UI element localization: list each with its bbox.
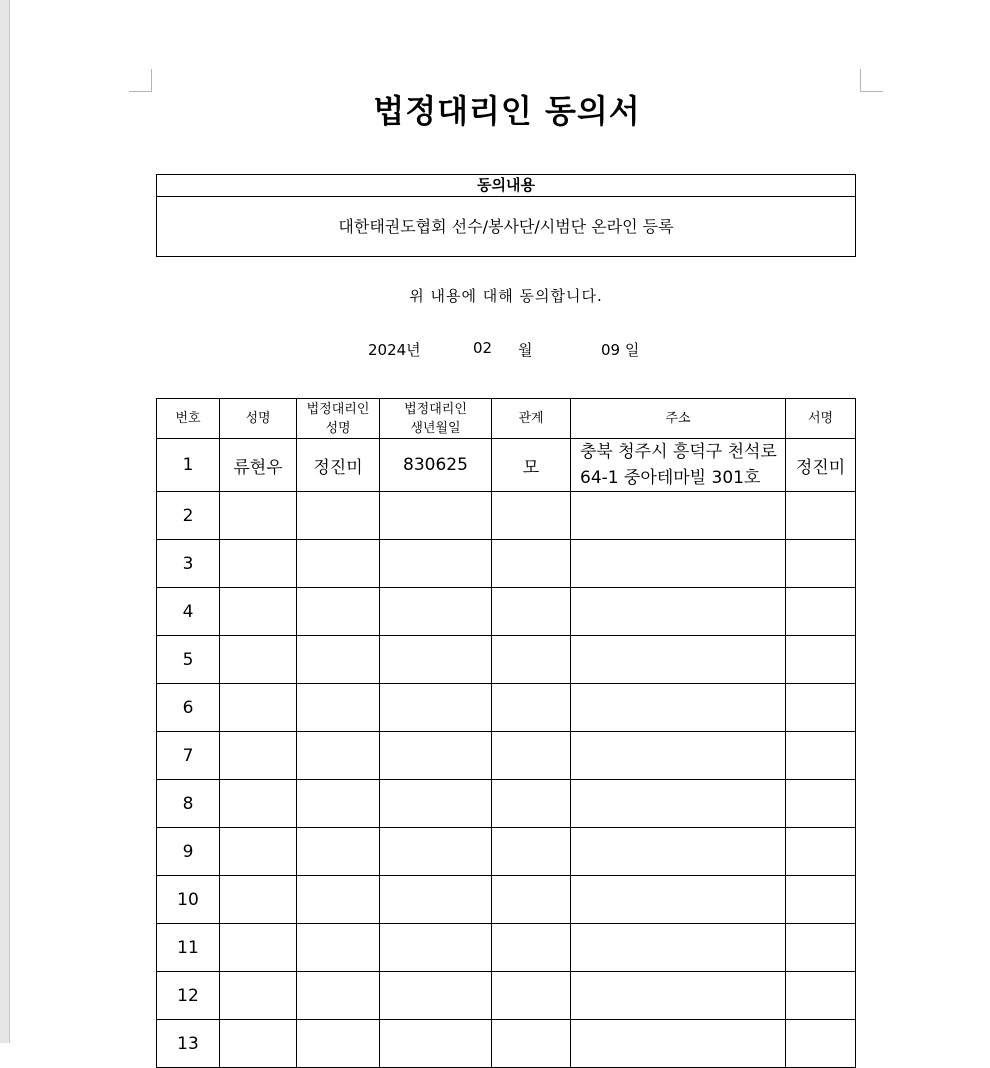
cell-address xyxy=(571,684,786,732)
cell-guardian-name xyxy=(297,588,380,636)
cell-no: 5 xyxy=(157,636,220,684)
consent-box xyxy=(156,174,856,257)
table-header-row xyxy=(157,399,856,439)
cell-no: 2 xyxy=(157,492,220,540)
cell-relation xyxy=(492,684,571,732)
col-header-no: 번호 xyxy=(157,399,220,439)
date-day: 09 일 xyxy=(601,341,640,359)
cell-guardian-name xyxy=(297,972,380,1020)
cell-no: 12 xyxy=(157,972,220,1020)
cell-guardian-birth: 830625 xyxy=(380,439,492,492)
cell-address xyxy=(571,780,786,828)
cell-relation xyxy=(492,972,571,1020)
agree-text: 위 내용에 대해 동의합니다. xyxy=(409,287,603,305)
cell-name xyxy=(220,540,297,588)
cell-no: 10 xyxy=(157,876,220,924)
cell-no: 1 xyxy=(157,439,220,492)
cell-no: 11 xyxy=(157,924,220,972)
col-header-address: 주소 xyxy=(571,399,786,439)
col-header-signature: 서명 xyxy=(786,399,856,439)
table-row xyxy=(157,684,856,732)
col-header-guardian-name-line2: 성명 xyxy=(325,420,351,436)
cell-name xyxy=(220,828,297,876)
cell-address xyxy=(571,439,786,492)
cell-address xyxy=(571,588,786,636)
cell-no: 8 xyxy=(157,780,220,828)
cell-no: 4 xyxy=(157,588,220,636)
cell-guardian-birth xyxy=(380,828,492,876)
col-header-name: 성명 xyxy=(220,399,297,439)
cell-guardian-name xyxy=(297,684,380,732)
cell-address xyxy=(571,636,786,684)
cell-signature xyxy=(786,1020,856,1068)
cell-address xyxy=(571,1020,786,1068)
cell-address xyxy=(571,828,786,876)
cell-relation xyxy=(492,636,571,684)
cell-address-line2: 64-1 중아테마빌 301호 xyxy=(580,468,761,488)
cell-signature xyxy=(786,780,856,828)
cell-address xyxy=(571,972,786,1020)
cell-guardian-name xyxy=(297,732,380,780)
cell-guardian-name xyxy=(297,1020,380,1068)
table-row xyxy=(157,540,856,588)
cell-no: 6 xyxy=(157,684,220,732)
cell-name xyxy=(220,924,297,972)
cell-signature xyxy=(786,972,856,1020)
cell-address-line1: 충북 청주시 흥덕구 천석로 xyxy=(580,442,777,462)
cell-name xyxy=(220,492,297,540)
col-header-guardian-birth xyxy=(380,399,492,439)
table-row xyxy=(157,439,856,492)
cell-address xyxy=(571,876,786,924)
cell-signature xyxy=(786,636,856,684)
cell-address xyxy=(571,540,786,588)
cell-guardian-name: 정진미 xyxy=(297,439,380,492)
cell-signature xyxy=(786,924,856,972)
cell-guardian-name xyxy=(297,540,380,588)
date-year: 2024년 xyxy=(368,341,421,359)
cell-signature xyxy=(786,540,856,588)
cell-signature xyxy=(786,492,856,540)
col-header-guardian-birth-line1: 법정대리인 xyxy=(404,401,467,417)
cell-signature xyxy=(786,732,856,780)
cell-name xyxy=(220,972,297,1020)
cell-signature xyxy=(786,876,856,924)
cell-no: 7 xyxy=(157,732,220,780)
cell-guardian-name xyxy=(297,636,380,684)
cell-name xyxy=(220,1020,297,1068)
cell-relation xyxy=(492,924,571,972)
cell-relation xyxy=(492,588,571,636)
table-row xyxy=(157,492,856,540)
cell-guardian-name xyxy=(297,492,380,540)
cell-address xyxy=(571,732,786,780)
cell-address xyxy=(571,924,786,972)
cell-guardian-birth xyxy=(380,732,492,780)
cell-relation xyxy=(492,876,571,924)
cell-guardian-name xyxy=(297,828,380,876)
table-row xyxy=(157,732,856,780)
cell-name xyxy=(220,684,297,732)
table-row xyxy=(157,828,856,876)
cell-name xyxy=(220,588,297,636)
consent-header: 동의내용 xyxy=(157,175,855,197)
cell-signature: 정진미 xyxy=(786,439,856,492)
cell-relation xyxy=(492,732,571,780)
cell-guardian-birth xyxy=(380,876,492,924)
col-header-guardian-birth-line2: 생년월일 xyxy=(410,420,461,436)
col-header-relation: 관계 xyxy=(492,399,571,439)
table-row xyxy=(157,588,856,636)
table-row xyxy=(157,636,856,684)
cell-signature xyxy=(786,588,856,636)
cell-signature xyxy=(786,828,856,876)
cell-guardian-birth xyxy=(380,588,492,636)
cell-no: 9 xyxy=(157,828,220,876)
cell-relation xyxy=(492,540,571,588)
cell-guardian-birth xyxy=(380,684,492,732)
cell-guardian-birth xyxy=(380,636,492,684)
cell-name xyxy=(220,876,297,924)
cell-signature xyxy=(786,684,856,732)
page-gutter xyxy=(0,0,10,1043)
cell-relation: 모 xyxy=(492,439,571,492)
document-title: 법정대리인 동의서 xyxy=(373,92,641,130)
cell-name xyxy=(220,732,297,780)
table-row xyxy=(157,924,856,972)
consent-content: 대한태권도협회 선수/봉사단/시범단 온라인 등록 xyxy=(338,217,674,236)
cell-guardian-name xyxy=(297,780,380,828)
col-header-guardian-name-line1: 법정대리인 xyxy=(306,401,370,417)
date-month: 02 xyxy=(473,339,493,357)
col-header-guardian-name xyxy=(297,399,380,439)
cell-relation xyxy=(492,780,571,828)
cell-no: 3 xyxy=(157,540,220,588)
cell-guardian-birth xyxy=(380,492,492,540)
cell-address xyxy=(571,492,786,540)
cell-relation xyxy=(492,828,571,876)
table-row xyxy=(157,780,856,828)
cell-name: 류현우 xyxy=(220,439,297,492)
cell-no: 13 xyxy=(157,1020,220,1068)
cell-guardian-birth xyxy=(380,780,492,828)
cell-relation xyxy=(492,492,571,540)
cell-guardian-name xyxy=(297,876,380,924)
guardian-table xyxy=(156,398,856,1068)
date-month-unit: 월 xyxy=(518,341,533,359)
cell-relation xyxy=(492,1020,571,1068)
cell-name xyxy=(220,780,297,828)
cell-guardian-birth xyxy=(380,540,492,588)
cell-guardian-birth xyxy=(380,924,492,972)
cell-guardian-name xyxy=(297,924,380,972)
table-row xyxy=(157,972,856,1020)
cell-guardian-birth xyxy=(380,1020,492,1068)
cell-guardian-birth xyxy=(380,972,492,1020)
table-row xyxy=(157,1020,856,1068)
table-row xyxy=(157,876,856,924)
cell-name xyxy=(220,636,297,684)
